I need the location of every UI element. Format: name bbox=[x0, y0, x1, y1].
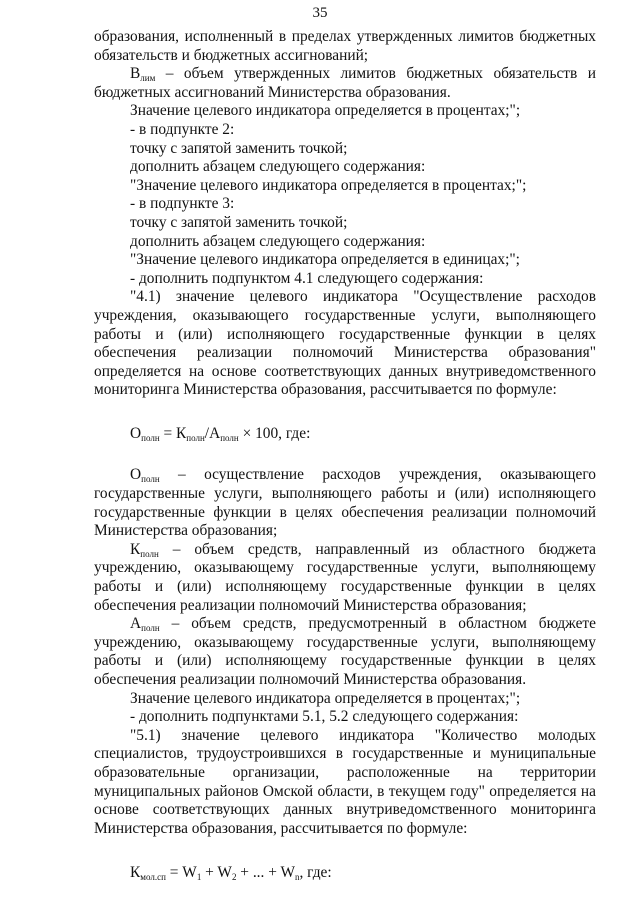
formula-o-symbol: О bbox=[130, 424, 142, 442]
formula-wn-subscript: n bbox=[294, 872, 300, 883]
symbol-k: К bbox=[130, 540, 141, 558]
paragraph-quote-units: "Значение целевого индикатора определяется в единицах;"; bbox=[130, 251, 520, 269]
formula-plus-w2: + W bbox=[201, 864, 232, 882]
paragraph-quote-percent: "Значение целевого индикатора определяется в процентах;"; bbox=[130, 176, 527, 194]
paragraph-add-paragraph-2: дополнить абзацем следующего содержания: bbox=[130, 232, 426, 250]
formula-where: , где: bbox=[299, 864, 332, 882]
symbol-o-subscript: полн bbox=[141, 474, 160, 485]
formula-a-subscript: полн bbox=[220, 432, 239, 443]
paragraph-add-paragraph-1: дополнить абзацем следующего содержания: bbox=[130, 158, 426, 176]
paragraph-subpoint-4-1: "4.1) значение целевого индикатора "Осуществление расходов учреждения, оказывающего государственные услуги, выполняющего работы и (или) исполняющего государственные функции в целях обеспечения реализации полномочий Министерства образования" определяется на основе соответствующих данных внутриведомственного мониторинга Министерства образования, рассчитывается по формуле: bbox=[94, 288, 596, 399]
formula-w1-subscript: 1 bbox=[196, 872, 202, 883]
formula-o-subscript: полн bbox=[141, 432, 160, 443]
definition-a-poln-text: – объем средств, предусмотренный в областном бюджете учреждению, оказывающему государственные услуги, выполняющему работы и (или) исполняющему государственные функции в целях обеспечения реализации полномочий Министерства образования. bbox=[94, 615, 596, 688]
formula-w2-subscript: 2 bbox=[231, 872, 237, 883]
paragraph-subpoint-2: - в подпункте 2: bbox=[130, 120, 235, 138]
paragraph-indicator-percent-2: Значение целевого индикатора определяется в процентах;"; bbox=[130, 689, 521, 707]
document-body bbox=[94, 28, 596, 883]
definition-b-lim-text: – объем утвержденных лимитов бюджетных обязательств и бюджетных ассигнований Министерства образования. bbox=[94, 65, 596, 101]
formula-equals-w1: = W bbox=[165, 864, 197, 882]
symbol-a-subscript: полн bbox=[141, 623, 160, 634]
formula-times-100: × 100, где: bbox=[238, 424, 311, 442]
definition-o-poln-text: – осуществление расходов учреждения, оказывающего государственные услуги, выполняющего работы и (или) исполняющего государственные функции в целях обеспечения реализации полномочий Министерства образования; bbox=[94, 466, 596, 540]
formula-k-mol-sp bbox=[94, 864, 596, 883]
paragraph-budget-continuation: образования, исполненный в пределах утвержденных лимитов бюджетных обязательств и бюджетных ассигнований; bbox=[94, 28, 596, 64]
definition-b-lim bbox=[94, 65, 596, 102]
formula-k-symbol: К bbox=[130, 864, 141, 882]
definition-o-poln bbox=[94, 466, 596, 540]
paragraph-add-subpoints-5-1-5-2: - дополнить подпунктами 5.1, 5.2 следующего содержания: bbox=[130, 708, 519, 726]
formula-plus-wn: + ... + W bbox=[236, 864, 295, 882]
formula-o-poln bbox=[94, 425, 596, 444]
symbol-a: А bbox=[130, 615, 142, 633]
paragraph-replace-semicolon-2: точку с запятой заменить точкой; bbox=[130, 213, 348, 231]
symbol-b: В bbox=[130, 65, 141, 83]
definition-k-poln-text: – объем средств, направленный из областного бюджета учреждению, оказывающему государственные услуги, выполняющему работы и (или) исполняющему государственные функции в целях обеспечения реализации полномочий Министерства образования; bbox=[94, 540, 596, 614]
paragraph-subpoint-3: - в подпункте 3: bbox=[130, 195, 235, 213]
paragraph-indicator-percent: Значение целевого индикатора определяется в процентах;"; bbox=[130, 102, 521, 120]
paragraph-subpoint-5-1: "5.1) значение целевого индикатора "Количество молодых специалистов, трудоустроившихся в государственные и муниципальные образовательные организации, расположенные на территории муниципальных районов Омской области, в текущем году" определяется на основе соответствующих данных внутриведомственного мониторинга Министерства образования, рассчитывается по формуле: bbox=[94, 726, 596, 837]
symbol-k-subscript: полн bbox=[140, 548, 159, 559]
definition-k-poln bbox=[94, 541, 596, 615]
page-number: 35 bbox=[312, 5, 328, 21]
formula-equals-k: = К bbox=[159, 424, 187, 442]
formula-k-mol-subscript: мол.сп bbox=[140, 872, 166, 883]
definition-a-poln bbox=[94, 615, 596, 689]
symbol-o: О bbox=[130, 466, 142, 484]
paragraph-add-subpoint-4-1: - дополнить подпунктом 4.1 следующего содержания: bbox=[130, 269, 484, 287]
symbol-b-subscript: лим bbox=[140, 73, 156, 84]
formula-divide-a: /А bbox=[204, 424, 221, 442]
formula-k-subscript: полн bbox=[186, 432, 205, 443]
paragraph-replace-semicolon-1: точку с запятой заменить точкой; bbox=[130, 139, 348, 157]
